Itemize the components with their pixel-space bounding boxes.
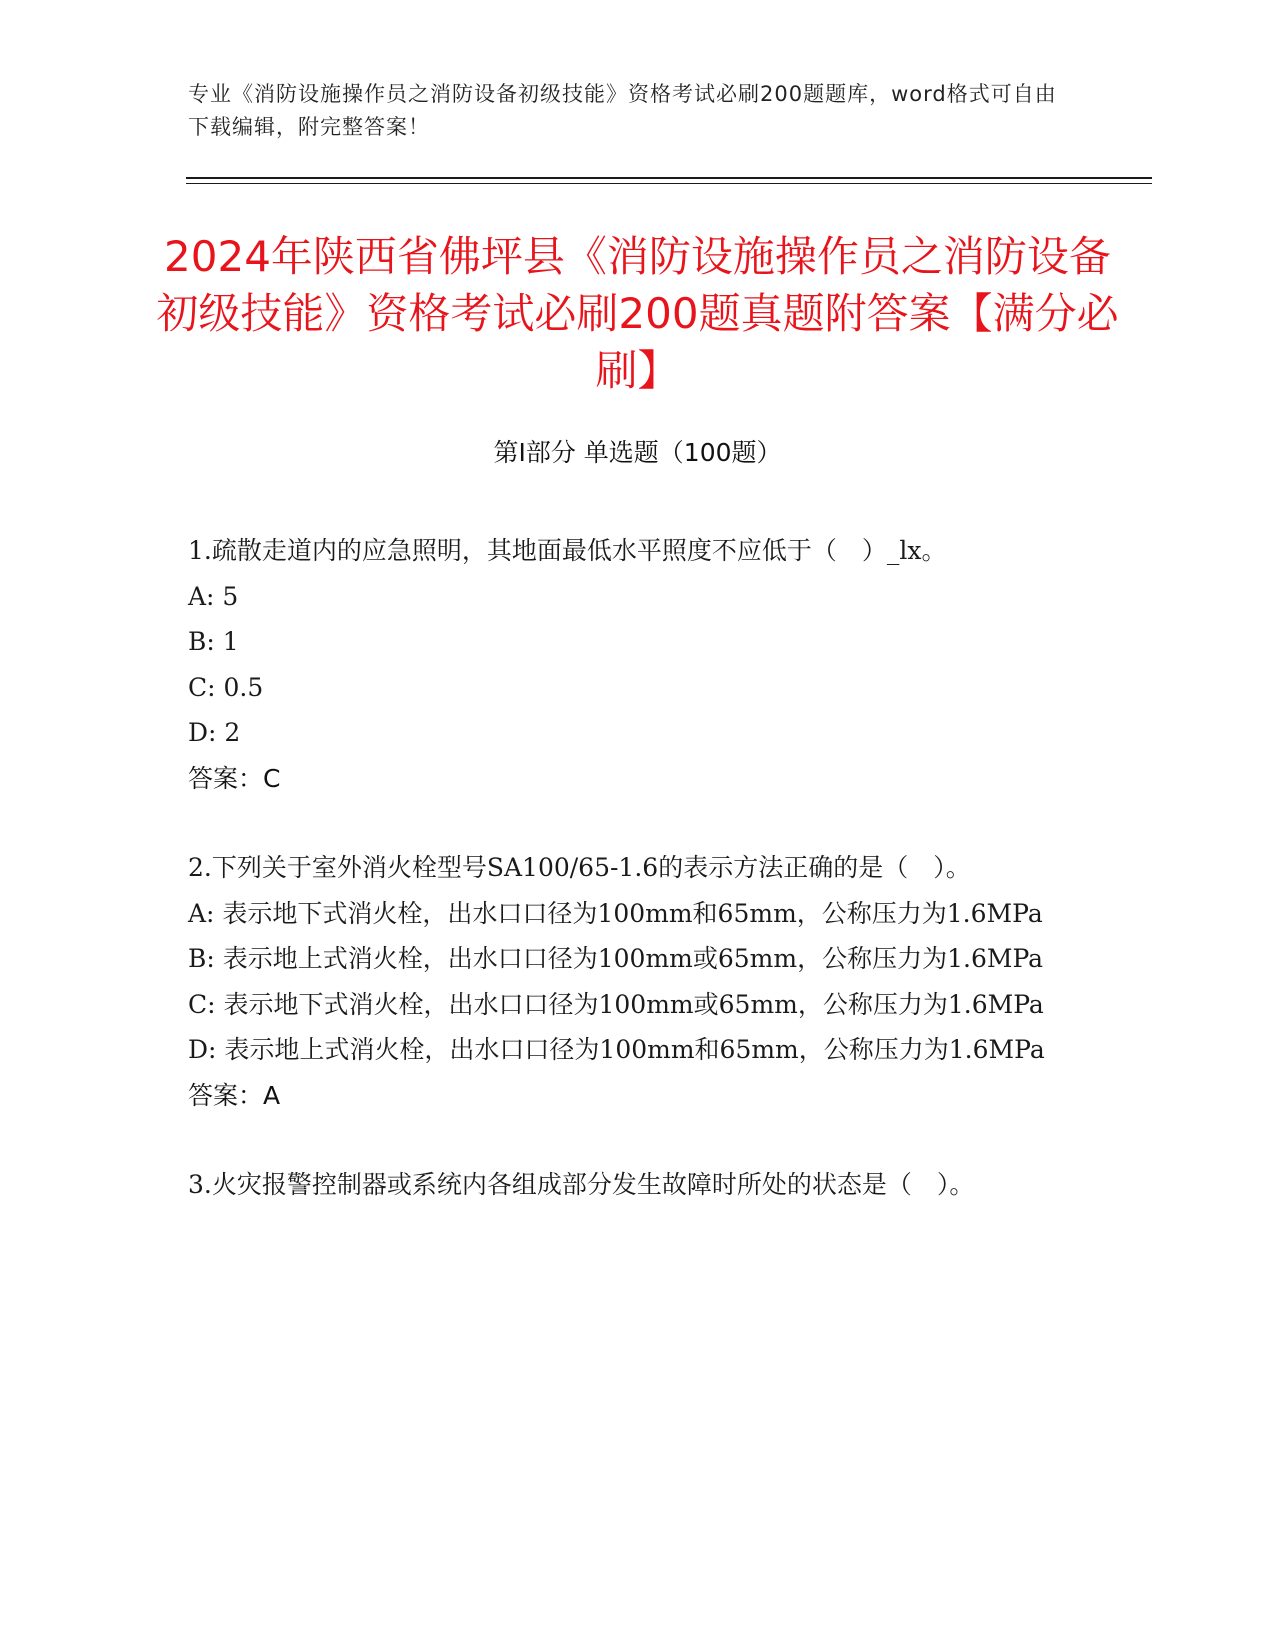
question-stem: 3.火灾报警控制器或系统内各组成部分发生故障时所处的状态是（ ）。 bbox=[188, 1170, 975, 1199]
question-stem: 1.疏散走道内的应急照明，其地面最低水平照度不应低于（ ）_lx。 bbox=[188, 536, 947, 565]
question-list bbox=[188, 528, 1078, 1252]
option-c: C: 表示地下式消火栓，出水口口径为100mm或65mm，公称压力为1.6MPa bbox=[188, 989, 1044, 1019]
question-3 bbox=[188, 1162, 1078, 1208]
option-b: B: 表示地上式消火栓，出水口口径为100mm或65mm，公称压力为1.6MPa bbox=[188, 944, 1044, 973]
option-b: B: 1 bbox=[188, 627, 239, 656]
option-a: A: 表示地下式消火栓，出水口口径为100mm和65mm，公称压力为1.6MPa bbox=[188, 898, 1043, 928]
section-title: 第I部分 单选题（100题） bbox=[493, 438, 782, 467]
option-d: D: 2 bbox=[188, 718, 241, 747]
header-rule-thick bbox=[186, 177, 1152, 179]
document-title: 2024年陕西省佛坪县《消防设施操作员之消防设备初级技能》资格考试必刷200题真题附答案【满分必刷】 bbox=[156, 232, 1119, 395]
answer-line: 答案：C bbox=[188, 763, 281, 793]
answer-line: 答案：A bbox=[188, 1080, 281, 1110]
header-rule-thin bbox=[186, 183, 1152, 184]
question-1 bbox=[188, 528, 1078, 801]
option-c: C: 0.5 bbox=[188, 672, 264, 702]
option-a: A: 5 bbox=[188, 581, 239, 611]
option-d: D: 表示地上式消火栓，出水口口径为100mm和65mm，公称压力为1.6MPa bbox=[188, 1035, 1045, 1064]
question-stem: 2.下列关于室外消火栓型号SA100/65-1.6的表示方法正确的是（ ）。 bbox=[188, 853, 971, 882]
intro-text: 专业《消防设施操作员之消防设备初级技能》资格考试必刷200题题库，word格式可自由下载编辑，附完整答案！ bbox=[188, 82, 1057, 139]
question-2 bbox=[188, 845, 1078, 1118]
